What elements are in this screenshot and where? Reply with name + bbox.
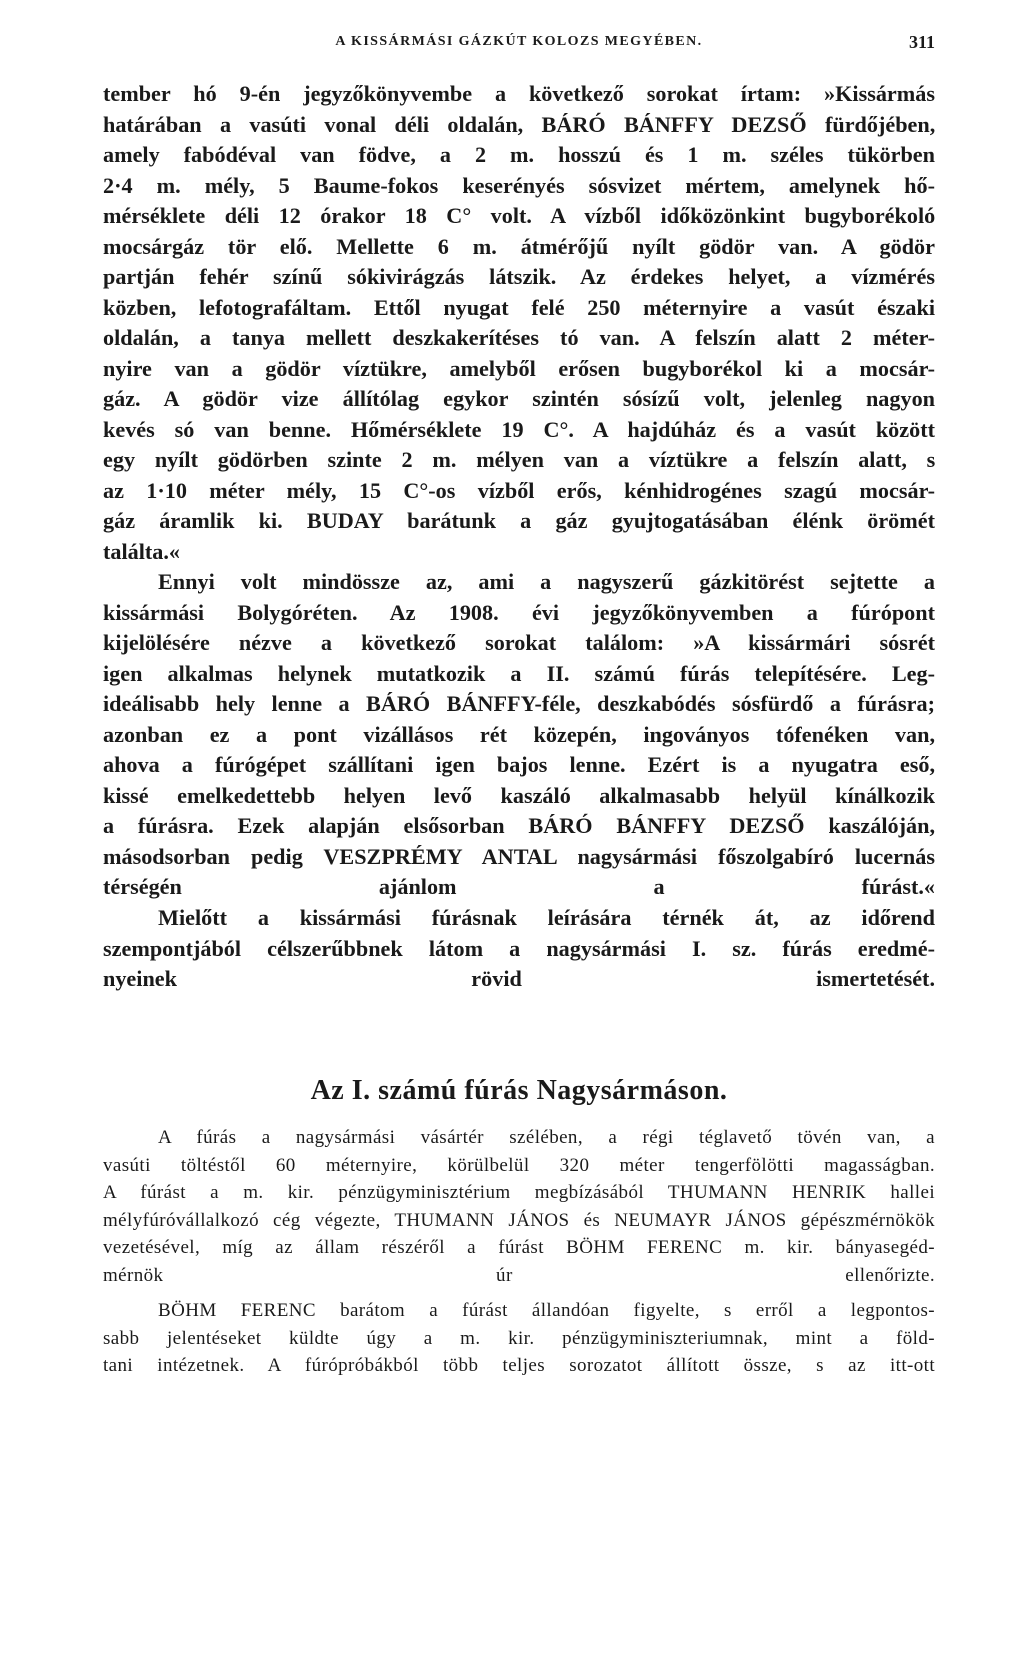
text-line: tani intézetnek. A fúrópróbákból több teljes sorozatot állított össze, s az itt-ott (103, 1355, 935, 1376)
text-line: az 1·10 méter mély, 15 C°-os vízből erős, kénhidrogénes szagú mocsár- (103, 477, 935, 503)
paragraph-drilling-location (103, 1124, 935, 1289)
text-line: ahova a fúrógépet szállítani igen bajos lenne. Ezért is a nyugatra eső, (103, 752, 935, 777)
section-heading: Az I. számú fúrás Nagysármáson. (310, 1075, 728, 1106)
text-line: 2·4 m. mély, 5 Baume-fokos keserényés sósvizet mértem, amelynek hő- (103, 172, 935, 198)
text-line: tember hó 9-én jegyzőkönyvembe a következő sorokat írtam: »Kissármás (103, 81, 935, 106)
text-line: szempontjából célszerűbbnek látom a nagysármási I. sz. fúrás eredmé- (103, 935, 935, 961)
text-line: A fúrás a nagysármási vásártér szélében, a régi téglavető tövén van, a (158, 1127, 935, 1148)
text-line: oldalán, a tanya mellett deszkakerítéses tó van. A felszín alatt 2 méter- (103, 325, 935, 350)
paragraph-drilling-reports (103, 1297, 935, 1380)
text-line: Mielőtt a kissármási fúrásnak leírására térnék át, az időrend (158, 905, 935, 930)
text-line: térségén ajánlom a fúrást.« (103, 874, 935, 899)
text-line: vezetésével, míg az állam részéről a fúrást BÖHM FERENC m. kir. bányasegéd- (103, 1237, 935, 1258)
paragraph-field-notes-1 (103, 79, 935, 567)
text-line: gáz. A gödör vize állítólag egykor szintén sósízű volt, jelenleg nagyon (103, 386, 935, 411)
text-line: kissármási Bolygóréten. Az 1908. évi jegyzőkönyvemben a fúrópont (103, 599, 935, 625)
text-line: igen alkalmas helynek mutatkozik a II. számú fúrás telepítésére. Leg- (103, 660, 935, 686)
text-line: mélyfúróvállalkozó cég végezte, THUMANN JÁNOS és NEUMAYR JÁNOS gépészmérnökök (103, 1209, 935, 1231)
text-line: másodsorban pedig VESZPRÉMY ANTAL nagysármási főszolgabíró lucernás (103, 843, 935, 869)
text-line: határában a vasúti vonal déli oldalán, BÁRÓ BÁNFFY DEZSŐ fürdőjében, (103, 111, 936, 137)
text-line: mocsárgáz tör elő. Mellette 6 m. átmérőjű nyílt gödör van. A gödör (103, 233, 935, 259)
text-line: azonban ez a pont vizállásos rét közepén, ingoványos tófenéken van, (103, 721, 935, 747)
text-line: gáz áramlik ki. BUDAY barátunk a gáz gyujtogatásában élénk örömét (103, 508, 935, 533)
text-line: sabb jelentéseket küldte úgy a m. kir. pénzügyminiszteriumnak, mint a föld- (103, 1327, 935, 1349)
text-line: partján fehér színű sókivirágzás látszik. Az érdekes helyet, a vízmérés (103, 264, 935, 289)
text-line: BÖHM FERENC barátom a fúrást állandóan figyelte, s erről a legpontos- (158, 1300, 935, 1321)
text-line: amely fabódéval van födve, a 2 m. hosszú és 1 m. széles tükörben (103, 142, 935, 167)
text-line: Ennyi volt mindössze az, ami a nagyszerű gázkitörést sejtette a (158, 569, 935, 594)
text-line: egy nyílt gödörben szinte 2 m. mélyen van a víztükre a felszín alatt, s (103, 447, 936, 472)
text-line: találta.« (103, 538, 181, 564)
text-line: a fúrásra. Ezek alapján elsősorban BÁRÓ BÁNFFY DEZSŐ kaszálóján, (103, 813, 935, 838)
text-line: nyeinek rövid ismertetését. (103, 966, 935, 991)
running-head (103, 34, 935, 58)
text-line: ideálisabb hely lenne a BÁRÓ BÁNFFY-féle, deszkabódés sósfürdő a fúrásra; (103, 691, 935, 716)
text-line: nyire van a gödör víztükre, amelyből erősen bugyborékol ki a mocsár- (103, 355, 935, 381)
running-title: A KISSÁRMÁSI GÁZKÚT KOLOZS MEGYÉBEN. (335, 34, 703, 49)
paragraph-transition (103, 903, 935, 995)
text-line: kijelölésére nézve a következő sorokat találom: »A kissármári sósrét (103, 630, 935, 655)
text-line: mérnök úr ellenőrizte. (103, 1264, 935, 1286)
text-line: közben, lefotografáltam. Ettől nyugat felé 250 méternyire a vasút északi (103, 294, 935, 320)
text-line: vasúti töltéstől 60 méternyire, körülbelül 320 méter tengerfölötti magasságban. (103, 1154, 935, 1176)
page-number: 311 (908, 32, 935, 52)
text-line: mérséklete déli 12 órakor 18 C° volt. A vízből időközönkint bugyborékoló (103, 203, 936, 228)
paragraph-field-notes-2 (103, 567, 935, 903)
text-line: kevés só van benne. Hőmérséklete 19 C°. A hajdúház és a vasút között (103, 416, 935, 442)
text-line: A fúrást a m. kir. pénzügyminisztérium megbízásából THUMANN HENRIK hallei (103, 1182, 935, 1203)
text-line: kissé emelkedettebb helyen levő kaszáló alkalmasabb helyül kínálkozik (103, 782, 935, 808)
